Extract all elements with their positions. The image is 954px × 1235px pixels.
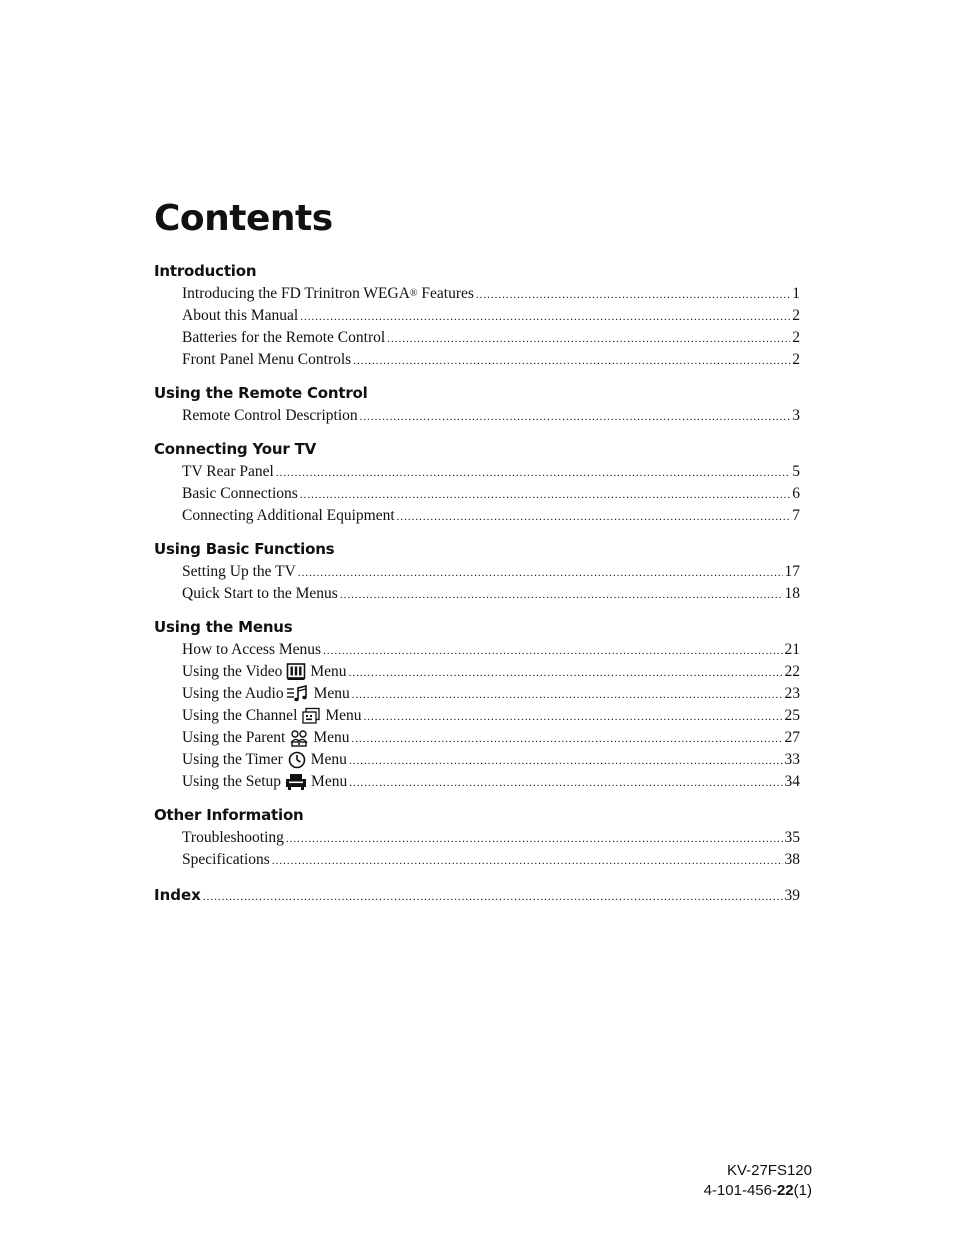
dot-leader (476, 284, 790, 306)
entry-page: 35 (784, 829, 800, 846)
dot-leader (360, 406, 791, 428)
entry-label: Remote Control Description (182, 407, 358, 424)
toc-entry-index[interactable] (154, 884, 800, 906)
audio-menu-icon (286, 685, 310, 703)
section-heading: Using the Remote Control (154, 384, 368, 402)
toc-entry-setting-up[interactable] (154, 561, 800, 583)
dot-leader (300, 484, 790, 506)
toc-entry-troubleshooting[interactable] (154, 827, 800, 849)
toc-entry-quick-start[interactable] (154, 583, 800, 605)
toc-entry-channel-menu[interactable] (154, 705, 800, 727)
entry-page: 27 (784, 729, 800, 746)
toc-entry-video-menu[interactable] (154, 661, 800, 683)
dot-leader (203, 886, 783, 908)
entry-page: 25 (784, 707, 800, 724)
entry-page: 3 (792, 407, 800, 424)
video-menu-icon (286, 663, 306, 681)
entry-label: Connecting Additional Equipment (182, 507, 395, 524)
timer-menu-icon (287, 751, 307, 769)
section-using-menus (154, 618, 800, 793)
entry-label: Front Panel Menu Controls (182, 351, 352, 368)
entry-label-after: Menu (313, 685, 350, 702)
entry-page: 2 (792, 351, 800, 368)
toc-entry-about-manual[interactable] (154, 305, 800, 327)
entry-label: TV Rear Panel (182, 463, 274, 480)
entry-label: Using the Timer (182, 751, 283, 768)
model-number: KV-27FS120 (726, 1162, 812, 1179)
dot-leader (276, 462, 790, 484)
dot-leader (397, 506, 791, 528)
entry-page: 23 (784, 685, 800, 702)
entry-label: Troubleshooting (182, 829, 284, 846)
toc-entry-basic-connections[interactable] (154, 483, 800, 505)
entry-page: 38 (784, 851, 800, 868)
entry-label: Using the Channel (182, 707, 298, 724)
dot-leader (352, 728, 783, 750)
toc-entry-setup-menu[interactable] (154, 771, 800, 793)
entry-label-after: Features (421, 285, 474, 302)
entry-label-after: Menu (311, 773, 348, 790)
toc-entry-access-menus[interactable] (154, 639, 800, 661)
entry-page: 17 (784, 563, 800, 580)
entry-label: Basic Connections (182, 485, 298, 502)
entry-page: 5 (792, 463, 800, 480)
entry-label-after: Menu (325, 707, 362, 724)
section-other-information (154, 806, 800, 871)
toc-entry-audio-menu[interactable] (154, 683, 800, 705)
entry-label-after: Menu (313, 729, 350, 746)
dot-leader (349, 662, 783, 684)
section-introduction (154, 262, 800, 371)
entry-page: 2 (792, 307, 800, 324)
index-page: 39 (784, 887, 800, 904)
entry-page: 33 (784, 751, 800, 768)
toc-entry-batteries[interactable] (154, 327, 800, 349)
entry-label: Using the Audio (182, 685, 284, 702)
section-heading: Using Basic Functions (154, 540, 335, 558)
dot-leader (286, 828, 783, 850)
part-number: 4-101-456-22(1) (703, 1182, 812, 1199)
dot-leader (349, 750, 783, 772)
entry-page: 2 (792, 329, 800, 346)
section-connecting-tv (154, 440, 800, 527)
entry-label: About this Manual (182, 307, 299, 324)
entry-page: 6 (792, 485, 800, 502)
setup-menu-icon (285, 773, 307, 791)
section-heading: Other Information (154, 806, 304, 824)
entry-label: Using the Parent (182, 729, 286, 746)
toc-entry-rear-panel[interactable] (154, 461, 800, 483)
toc-entry-parent-menu[interactable] (154, 727, 800, 749)
dot-leader (300, 306, 790, 328)
entry-label: Quick Start to the Menus (182, 585, 338, 602)
section-remote-control (154, 384, 800, 427)
document-footer (704, 1161, 812, 1201)
entry-label-after: Menu (310, 663, 347, 680)
entry-page: 34 (784, 773, 800, 790)
entry-label: Setting Up the TV (182, 563, 296, 580)
entry-page: 1 (792, 285, 800, 302)
entry-label: Batteries for the Remote Control (182, 329, 386, 346)
parent-menu-icon (289, 729, 309, 747)
toc-entry-timer-menu[interactable] (154, 749, 800, 771)
section-basic-functions (154, 540, 800, 605)
toc-entry-additional-equipment[interactable] (154, 505, 800, 527)
entry-label: How to Access Menus (182, 641, 322, 658)
toc-entry-remote-description[interactable] (154, 405, 800, 427)
entry-label: Specifications (182, 851, 270, 868)
section-heading: Connecting Your TV (154, 440, 317, 458)
toc-entry-introducing-features[interactable]: Introducing the FD Trinitron WEGA ® Features ..... 1 (154, 283, 800, 305)
entry-page: 22 (784, 663, 800, 680)
dot-leader (364, 706, 783, 728)
entry-label-after: Menu (310, 751, 347, 768)
toc-entry-specifications[interactable] (154, 849, 800, 871)
channel-menu-icon (301, 707, 321, 725)
section-heading: Introduction (154, 262, 257, 280)
dot-leader (352, 684, 783, 706)
index-label: Index (154, 886, 201, 904)
dot-leader (272, 850, 783, 872)
page-title: Contents (154, 198, 333, 239)
dot-leader (323, 640, 782, 662)
entry-label: Introducing the FD Trinitron WEGA (182, 285, 410, 302)
entry-page: 18 (784, 585, 800, 602)
entry-label: Using the Video (182, 663, 283, 680)
dot-leader (349, 772, 782, 794)
dot-leader (340, 584, 783, 606)
toc-entry-front-panel[interactable] (154, 349, 800, 371)
dot-leader (298, 562, 783, 584)
entry-page: 7 (792, 507, 800, 524)
section-heading: Using the Menus (154, 618, 293, 636)
entry-label: Using the Setup (182, 773, 282, 790)
dot-leader (387, 328, 790, 350)
dot-leader (353, 350, 790, 372)
entry-page: 21 (784, 641, 800, 658)
table-of-contents (154, 262, 800, 906)
